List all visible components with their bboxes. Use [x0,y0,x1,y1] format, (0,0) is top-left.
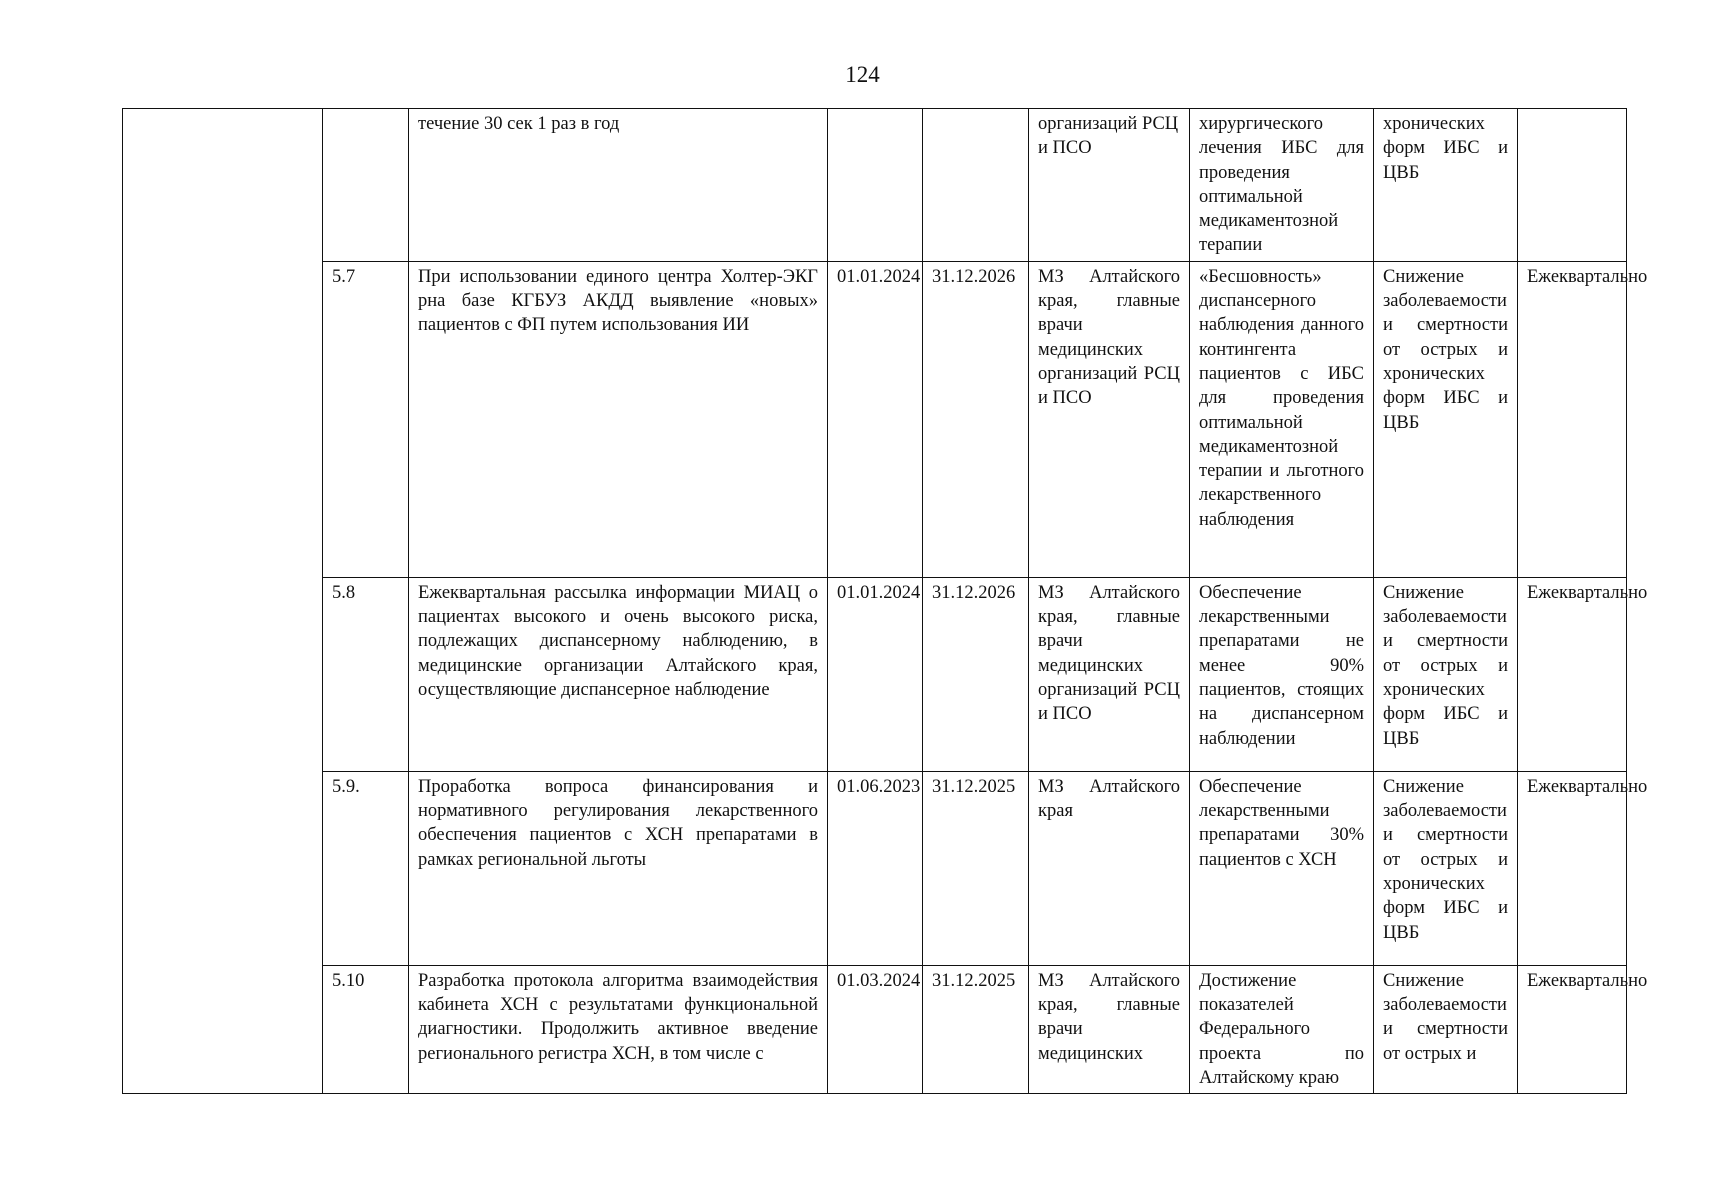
cell-responsible: МЗ Алтайского края, главные врачи медицинских организаций РСЦ и ПСО [1029,261,1190,577]
cell-responsible: МЗ Алтайского края, главные врачи медицинских организаций РСЦ и ПСО [1029,577,1190,771]
table-row-5-8 [123,577,1627,771]
cell-end-date: 31.12.2025 [923,771,1029,965]
cell-result: хирургического лечения ИБС для проведения оптимальной медикаментозной терапии [1190,109,1374,262]
cell-result: Обеспечение лекарственными препаратами 30% пациентов с ХСН [1190,771,1374,965]
cell-indicator: Снижение заболеваемости и смертности от острых и [1374,965,1518,1093]
table-row-continuation [123,109,1627,262]
cell-end-date: 31.12.2026 [923,261,1029,577]
cell-start-date: 01.06.2023 [828,771,923,965]
cell-end-date [923,109,1029,262]
blank-left-column [123,109,323,1094]
cell-frequency [1518,109,1627,262]
cell-event: Проработка вопроса финансирования и нормативного регулирования лекарственного обеспечения пациентов с ХСН препаратами в рамках региональной льготы [409,771,828,965]
cell-frequency: Ежеквартально [1518,771,1627,965]
cell-frequency: Ежеквартально [1518,577,1627,771]
table-row-5-9 [123,771,1627,965]
cell-indicator: Снижение заболеваемости и смертности от острых и хронических форм ИБС и ЦВБ [1374,577,1518,771]
cell-event: Ежеквартальная рассылка информации МИАЦ о пациентах высокого и очень высокого риска, подлежащих диспансерному наблюдению, в медицинские организации Алтайского края, осуществляющие диспансерное наблюдение [409,577,828,771]
cell-result: Достижение показателей Федерального проекта по Алтайскому краю [1190,965,1374,1093]
cell-num: 5.10 [323,965,409,1093]
cell-num [323,109,409,262]
plan-table [122,108,1648,1094]
cell-event: Разработка протокола алгоритма взаимодействия кабинета ХСН с результатами функциональной диагностики. Продолжить активное введение регионального регистра ХСН, в том числе с [409,965,828,1093]
cell-responsible: МЗ Алтайского края [1029,771,1190,965]
cell-responsible: организаций РСЦ и ПСО [1029,109,1190,262]
cell-result: «Бесшовность» диспансерного наблюдения данного контингента пациентов с ИБС для проведения оптимальной медикаментозной терапии и льготного лекарственного наблюдения [1190,261,1374,577]
cell-end-date: 31.12.2026 [923,577,1029,771]
cell-num: 5.8 [323,577,409,771]
cell-event: При использовании единого центра Холтер-ЭКГ рна базе КГБУЗ АКДД выявление «новых» пациентов с ФП путем использования ИИ [409,261,828,577]
cell-indicator: хронических форм ИБС и ЦВБ [1374,109,1518,262]
table-row-5-7 [123,261,1627,577]
cell-end-date: 31.12.2025 [923,965,1029,1093]
cell-num: 5.9. [323,771,409,965]
cell-frequency: Ежеквартально [1518,261,1627,577]
cell-indicator: Снижение заболеваемости и смертности от острых и хронических форм ИБС и ЦВБ [1374,261,1518,577]
cell-indicator: Снижение заболеваемости и смертности от острых и хронических форм ИБС и ЦВБ [1374,771,1518,965]
cell-frequency: Ежеквартально [1518,965,1627,1093]
table-row-5-10 [123,965,1627,1093]
cell-num: 5.7 [323,261,409,577]
cell-start-date: 01.03.2024 [828,965,923,1093]
cell-event: течение 30 сек 1 раз в год [409,109,828,262]
cell-responsible: МЗ Алтайского края, главные врачи медицинских [1029,965,1190,1093]
page-number: 124 [845,62,880,87]
cell-start-date: 01.01.2024 [828,261,923,577]
cell-start-date: 01.01.2024 [828,577,923,771]
cell-result: Обеспечение лекарственными препаратами не менее 90% пациентов, стоящих на диспансерном наблюдении [1190,577,1374,771]
cell-start-date [828,109,923,262]
